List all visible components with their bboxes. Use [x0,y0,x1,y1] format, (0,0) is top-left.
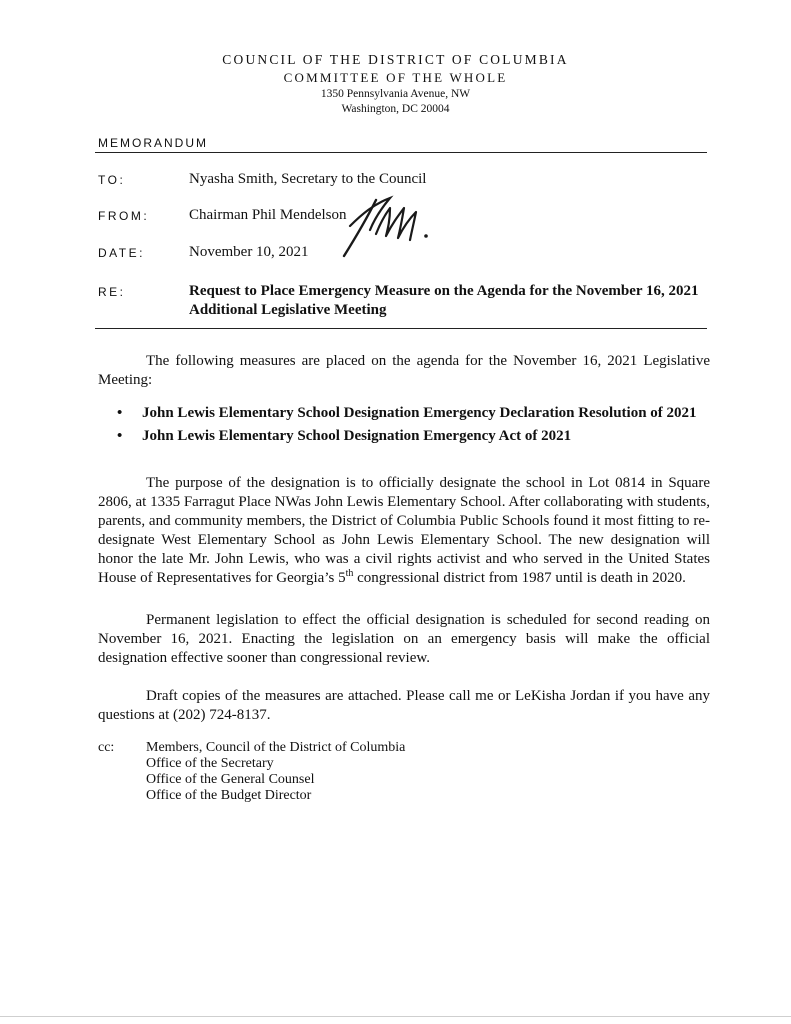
from-label: FROM: [98,209,150,223]
measure-item [117,427,707,446]
purpose-text: The purpose of the designation is to officially designate the school in Lot 0814 in Square 2806, at 1335 Farragut Place NWas John Lewis Elementary School. After collaborating with students, parents, and community members, the District of Columbia Public Schools found it most fitting to re-designate West Elementary School as John Lewis Elementary School. The new designation will honor the late Mr. John Lewis, who was a civil rights activist and who served in the United States House of Representatives for Georgia’s 5 [98,475,710,586]
purpose-text-end: congressional district from 1987 until is death in 2020. [353,570,686,586]
from-value: Chairman Phil Mendelson [189,207,347,223]
cc-recipient: Office of the Secretary [146,756,274,771]
memorandum-label: MEMORANDUM [98,136,208,150]
date-value: November 10, 2021 [189,244,309,260]
page-bottom-edge [0,1016,791,1017]
to-value: Nyasha Smith, Secretary to the Council [189,171,427,187]
measure-title: John Lewis Elementary School Designation Emergency Act of 2021 [142,428,572,444]
subject-divider [95,328,707,329]
address-line-2: Washington, DC 20004 [341,103,450,115]
signature-initials [340,190,450,262]
date-label: DATE: [98,246,145,260]
permanent-legislation-paragraph: Permanent legislation to effect the official designation is scheduled for second reading on November 16, 2021. Enacting the legislation on an emergency basis will make the official designation effective sooner than congressional review. [98,612,710,666]
cc-recipients [146,740,405,804]
ordinal-suffix: th [345,568,354,579]
cc-recipient: Office of the Budget Director [146,788,312,803]
re-label: RE: [98,285,126,299]
intro-paragraph: The following measures are placed on the agenda for the November 16, 2021 Legislative Meeting: [98,353,710,388]
cc-recipient: Office of the General Counsel [146,772,315,787]
council-title: COUNCIL OF THE DISTRICT OF COLUMBIA [222,52,569,67]
bullet-icon: • [117,428,123,444]
committee-title: COMMITTEE OF THE WHOLE [283,70,508,85]
purpose-paragraph [98,474,710,588]
re-subject: Request to Place Emergency Measure on the Agenda for the November 16, 2021 Additional Legislative Meeting [189,283,699,318]
cc-label: cc: [98,740,115,755]
to-label: TO: [98,173,126,187]
header-divider [95,152,707,153]
address-line-1: 1350 Pennsylvania Avenue, NW [320,88,471,100]
measure-item [117,404,707,423]
measures-list [117,404,707,448]
draft-copies-paragraph: Draft copies of the measures are attached. Please call me or LeKisha Jordan if you have any questions at (202) 724-8137. [98,688,710,723]
cc-recipient: Members, Council of the District of Columbia [146,740,406,755]
measure-title: John Lewis Elementary School Designation Emergency Declaration Resolution of 2021 [142,405,697,421]
bullet-icon: • [117,405,123,421]
